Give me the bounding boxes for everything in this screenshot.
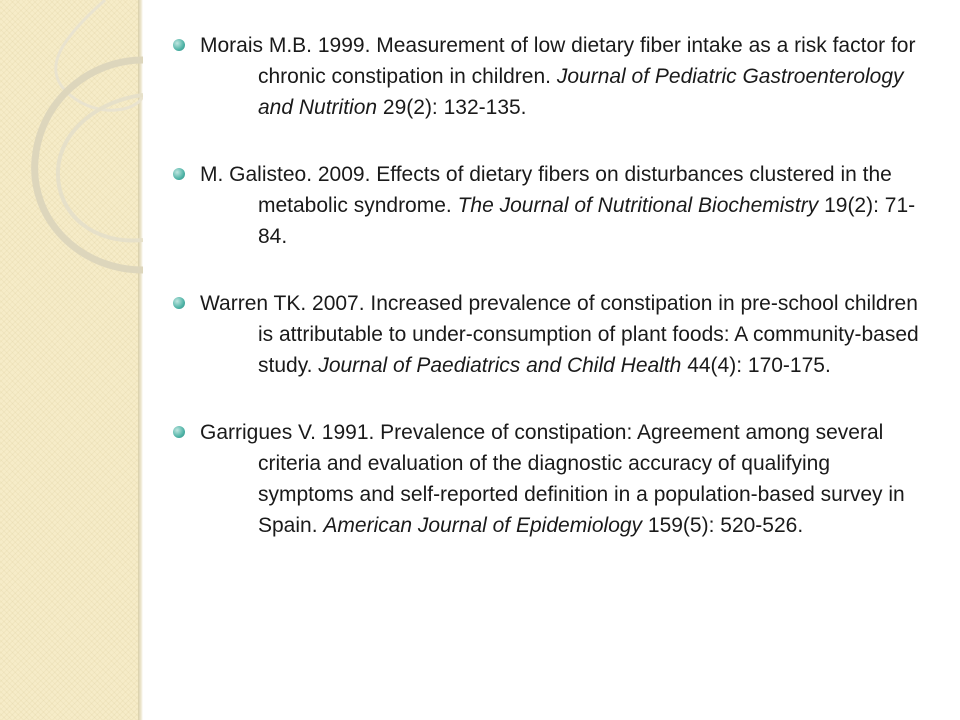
reference-lead: Morais M.B. 1999. Measurement of low dietary fiber intake as a risk factor for chronic constipation in children. [200,34,916,88]
bullet-icon [173,297,185,309]
decorative-swirl-icon [0,0,143,720]
references-list [170,30,930,577]
reference-item [170,159,930,252]
reference-text [200,417,930,541]
reference-journal: Journal of Paediatrics and Child Health [318,354,682,377]
reference-citation: 19(2): 71-84. [258,194,916,248]
bullet-icon [173,426,185,438]
reference-journal: Journal of Pediatric Gastroenterology and Nutrition [258,65,904,119]
reference-text [200,288,930,381]
reference-item [170,30,930,123]
bullet-icon [173,39,185,51]
reference-text [200,30,930,123]
reference-lead: M. Galisteo. 2009. Effects of dietary fibers on disturbances clustered in the metabolic syndrome. [200,163,892,217]
reference-journal: The Journal of Nutritional Biochemistry [457,194,819,217]
reference-lead: Garrigues V. 1991. Prevalence of constipation: Agreement among several criteria and evaluation of the diagnostic accuracy of qualifying symptoms and self-reported definition in a population-based survey in Spain. [200,421,905,537]
reference-item [170,288,930,381]
bullet-icon [173,168,185,180]
reference-citation: 29(2): 132-135. [377,96,527,119]
reference-text [200,159,930,252]
reference-journal: American Journal of Epidemiology [323,514,643,537]
reference-citation: 44(4): 170-175. [681,354,831,377]
reference-lead: Warren TK. 2007. Increased prevalence of constipation in pre-school children is attributable to under-consumption of plant foods: A community-based study. [200,292,919,377]
reference-item [170,417,930,541]
reference-citation: 159(5): 520-526. [642,514,804,537]
